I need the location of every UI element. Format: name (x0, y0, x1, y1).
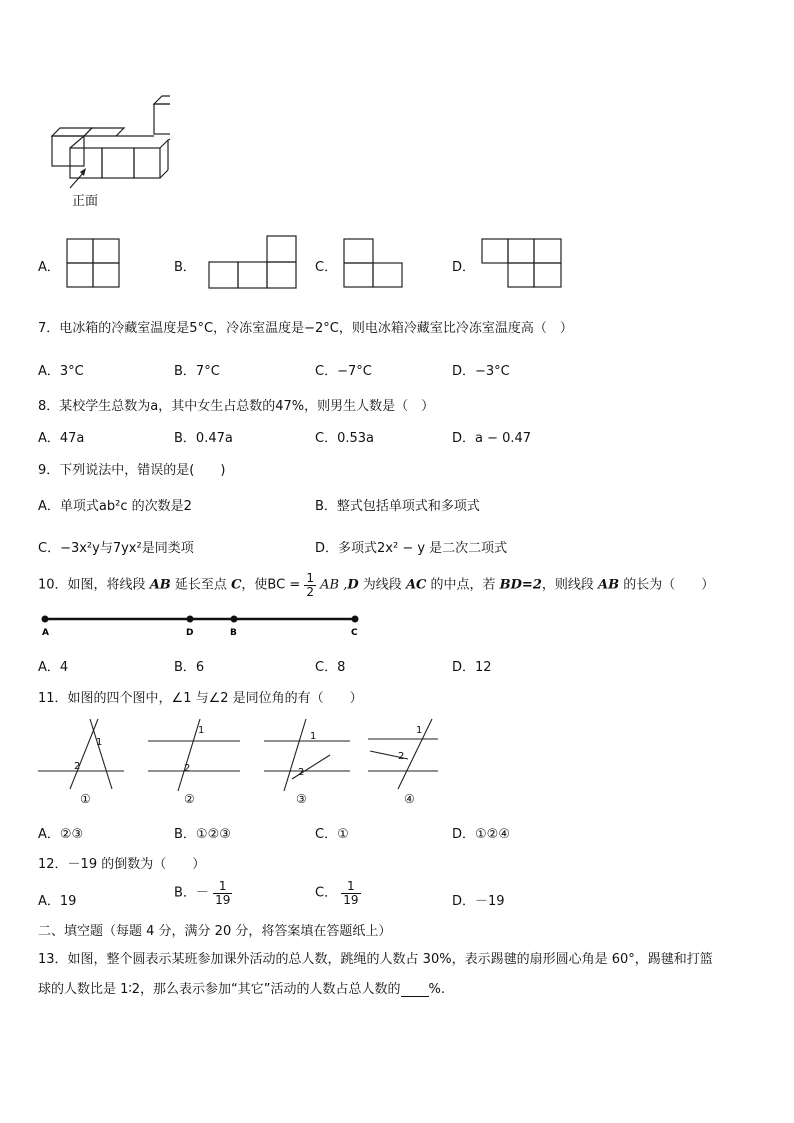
q6-option-a-label: A． (38, 260, 60, 275)
q11-stem: 11．如图的四个图中，∠1 与∠2 是同位角的有（ ） (38, 691, 363, 706)
q7-option-c: C．−7°C (315, 364, 372, 379)
front-view-label: 正面 (72, 194, 99, 209)
q12-option-c: C． $\frac{1}{19}$ (315, 879, 359, 907)
q6-option-d-figure (480, 238, 564, 290)
q9-option-c: C．−3x²y与7yx²是同类项 (38, 541, 194, 556)
section-2-heading: 二、填空题（每题 4 分，满分 20 分，将答案填在答题纸上） (38, 924, 392, 939)
q6-option-b-label: B． (174, 260, 196, 275)
q7-option-b: B．7°C (174, 364, 220, 379)
q13-line-2: 球的人数比是 1∶2，那么表示参加“其它”活动的人数占总人数的 %. (38, 982, 446, 997)
q6-option-c-figure (342, 238, 404, 290)
q13-line-1: 13．如图，整个圆表示某班参加课外活动的总人数，跳绳的人数占 30%，表示踢毽的扇形圆心角是 60°，踢毽和打篮 (38, 952, 713, 967)
q12-option-a: A．19 (38, 894, 77, 909)
q7-option-d: D．−3°C (452, 364, 510, 379)
fig1-angle-1: 1 (96, 737, 103, 748)
q11-option-d: D．①②④ (452, 827, 510, 842)
q9-option-d: D．多项式2x² − y 是二次二项式 (315, 541, 508, 556)
q7-option-a: A．3°C (38, 364, 84, 379)
q6-option-a-figure (66, 238, 120, 288)
q8-option-d: D．a − 0.47 (452, 431, 532, 446)
q6-option-c-label: C． (315, 260, 338, 275)
point-c-marker (352, 616, 359, 623)
point-d-label: D (186, 628, 194, 638)
fig3-angle-1: 1 (310, 731, 317, 742)
q9-option-a: A．单项式ab²c 的次数是2 (38, 499, 192, 514)
q12-option-b-fraction: $\frac{1}{19}$ (215, 879, 231, 907)
point-b-label: B (230, 628, 237, 638)
fig-label-4: ④ (404, 792, 415, 806)
q12-option-d: D．－19 (452, 894, 505, 909)
point-a-label: A (42, 628, 49, 638)
q13-answer-blank[interactable] (401, 984, 429, 997)
q10-fraction: $\frac{1}{2}$ (306, 571, 314, 599)
fig3-angle-2: 2 (298, 767, 305, 778)
q10-segment-figure (36, 610, 366, 638)
cube-stack-figure (40, 90, 170, 210)
fig-label-2: ② (184, 792, 195, 806)
q6-option-b-figure (207, 235, 299, 289)
q12-option-c-fraction: $\frac{1}{19}$ (343, 879, 359, 907)
q10-option-c: C．8 (315, 660, 346, 675)
fig2-angle-1: 1 (198, 725, 205, 736)
q8-option-b: B．0.47a (174, 431, 233, 446)
q10-stem: 10．如图，将线段 AB 延长至点 C，使BC = $\frac{1}{2}$ AB ,D 为线段 AC 的中点，若 BD=2，则线段 AB 的长为（ ） (38, 571, 715, 599)
point-b-marker (231, 616, 238, 623)
fig-label-3: ③ (296, 792, 307, 806)
q11-option-c: C．① (315, 827, 349, 842)
q11-option-a: A．②③ (38, 827, 84, 842)
q12-stem: 12．－19 的倒数为（ ） (38, 857, 206, 872)
q11-option-b: B．①②③ (174, 827, 231, 842)
fig4-angle-2: 2 (398, 751, 405, 762)
q12-option-b: B．－ $\frac{1}{19}$ (174, 879, 231, 907)
q9-option-b: B．整式包括单项式和多项式 (315, 499, 480, 514)
point-d-marker (187, 616, 194, 623)
q10-option-d: D．12 (452, 660, 492, 675)
q10-option-a: A．4 (38, 660, 69, 675)
q7-stem: 7．电冰箱的冷藏室温度是5°C，冷冻室温度是−2°C，则电冰箱冷藏室比冷冻室温度高（ ） (38, 321, 573, 336)
q10-option-b: B．6 (174, 660, 205, 675)
q11-angle-figures (34, 715, 454, 807)
q6-option-d-label: D． (452, 260, 476, 275)
point-c-label: C (351, 628, 358, 638)
fig1-angle-2: 2 (74, 761, 81, 772)
fig2-angle-2: 2 (184, 763, 191, 774)
q8-option-c: C．0.53a (315, 431, 374, 446)
fig4-angle-1: 1 (416, 725, 423, 736)
fig-label-1: ① (80, 792, 91, 806)
point-a-marker (42, 616, 49, 623)
q8-stem: 8．某校学生总数为a，其中女生占总数的47%，则男生人数是（ ） (38, 399, 435, 414)
q9-stem: 9．下列说法中，错误的是( ) (38, 463, 226, 478)
q8-option-a: A．47a (38, 431, 85, 446)
